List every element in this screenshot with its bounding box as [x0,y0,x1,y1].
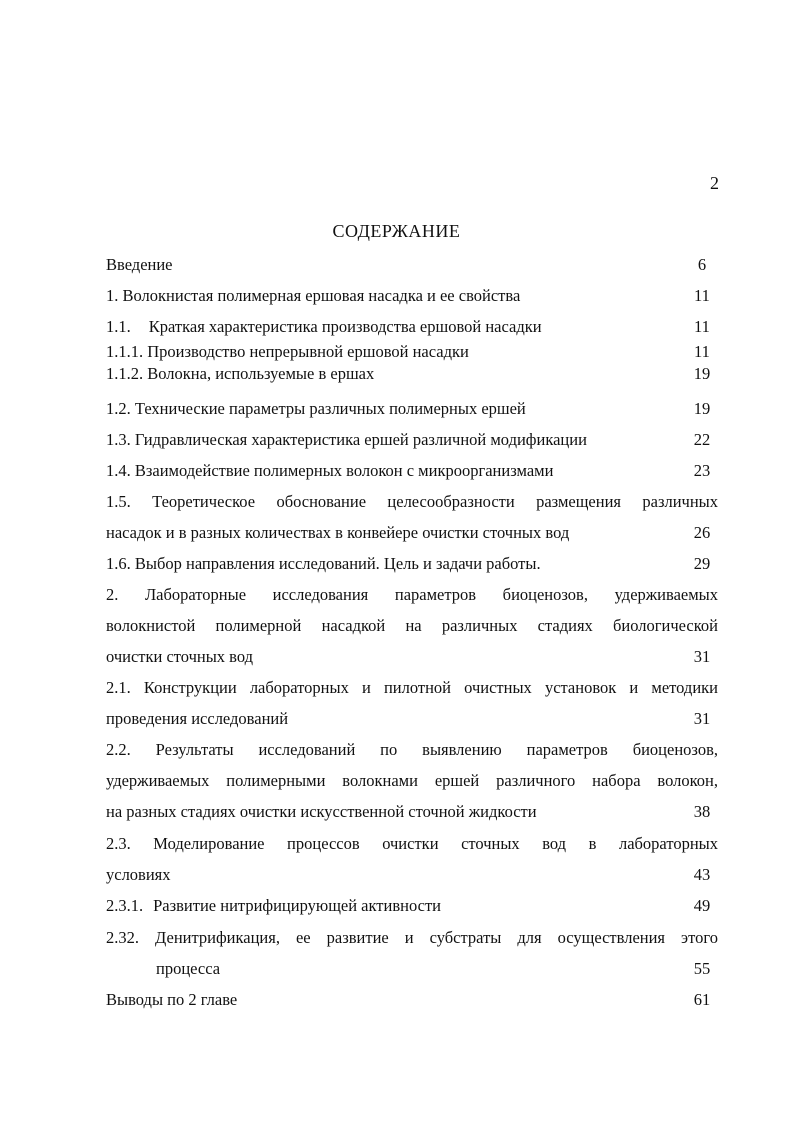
toc-entry-text: Краткая характеристика производства ершовой насадки [148,317,542,336]
toc-entry-2-3-1 [106,890,718,921]
toc-entry-number: 1.1. [106,317,131,336]
toc-entry-page: 31 [693,647,711,666]
toc-entry-page: 11 [694,342,710,361]
toc-entry-page: 55 [693,959,711,978]
toc-entry-text-line: насадок и в разных количествах в конвейере очистки сточных вод [106,523,570,542]
toc-entry-text: 1.6. Выбор направления исследований. Цель и задачи работы. [106,554,541,573]
toc-entry-1-5 [106,486,718,548]
toc-entry-introduction [106,249,718,280]
toc-entry-text-line: на разных стадиях очистки искусственной сточной жидкости [106,802,537,821]
toc-entry-1-1-1 [106,341,718,363]
toc-entry-1-3 [106,424,718,455]
toc-entry-text-line: очистки сточных вод [106,647,254,666]
toc-entry-text: 1.2. Технические параметры различных полимерных ершей [106,399,526,418]
toc-entry-2 [106,579,718,672]
toc-entry-page: 19 [693,364,711,383]
toc-entry-page: 19 [693,399,711,418]
toc-entry-2-2 [106,734,718,827]
toc-entry-1-1 [106,311,718,342]
toc-entry-1-6 [106,548,718,579]
toc-entry-text: Выводы по 2 главе [106,990,238,1009]
toc-entry-text-line: 2.32. Денитрификация, ее развитие и субстраты для осуществления этого [106,928,718,947]
toc-entry-text-line: волокнистой полимерной насадкой на различных стадиях биологической [106,616,718,635]
toc-entry-text: Введение [106,255,173,274]
toc-entry-text-line: 2.2. Результаты исследований по выявлению параметров биоценозов, [106,740,718,759]
toc-entry-page: 49 [693,896,711,915]
toc-entry-text: Развитие нитрифицирующей активности [153,896,441,915]
toc-entry-page: 31 [693,709,711,728]
toc-entry-page: 11 [694,317,710,336]
page-title: СОДЕРЖАНИЕ [332,221,461,241]
toc-entry-number: 2.3.1. [106,896,144,915]
toc-entry-1-1-2 [106,363,718,385]
toc-entry-text: 1.3. Гидравлическая характеристика ершей различной модификации [106,430,587,449]
toc-entry-2-3-2 [106,922,718,984]
toc-entry-1-4 [106,455,718,486]
toc-entry-text: 1.1.2. Волокна, используемые в ершах [106,364,375,383]
toc-entry-page: 11 [694,286,710,305]
toc-entry-page: 38 [693,802,711,821]
toc-entry-1-2 [106,393,718,424]
toc-entry-page: 43 [693,865,711,884]
toc-entry-text: 1.1.1. Производство непрерывной ершовой насадки [106,342,469,361]
page-number: 2 [710,173,719,193]
toc-entry-text-line: 1.5. Теоретическое обоснование целесообразности размещения различных [106,492,718,511]
toc-entry-page: 22 [693,430,711,449]
toc-entry-2-1 [106,672,718,734]
toc-entry-conclusions [106,984,718,1015]
toc-entry-text-line: 2.3. Моделирование процессов очистки сточных вод в лабораторных [106,834,718,853]
toc-entry-page: 61 [693,990,711,1009]
toc-entry-text-line: удерживаемых полимерными волокнами ершей различного набора волокон, [106,771,718,790]
toc-entry-text-line: проведения исследований [106,709,289,728]
toc-entry-text-line: 2. Лабораторные исследования параметров биоценозов, удерживаемых [106,585,718,604]
toc-entry-page: 26 [693,523,711,542]
toc-entry-text-line: условиях [106,865,171,884]
toc-entry-text: 1. Волокнистая полимерная ершовая насадка и ее свойства [106,286,521,305]
toc-entry-text-line: процесса [156,959,221,978]
toc-entry-2-3 [106,828,718,890]
toc-entry-text-line: 2.1. Конструкции лабораторных и пилотной очистных установок и методики [106,678,718,697]
toc-entry-1 [106,280,718,311]
toc-entry-text: 1.4. Взаимодействие полимерных волокон с микроорганизмами [106,461,554,480]
toc-entry-page: 23 [693,461,711,480]
toc-entry-page: 6 [697,255,707,274]
toc-entry-page: 29 [693,554,711,573]
